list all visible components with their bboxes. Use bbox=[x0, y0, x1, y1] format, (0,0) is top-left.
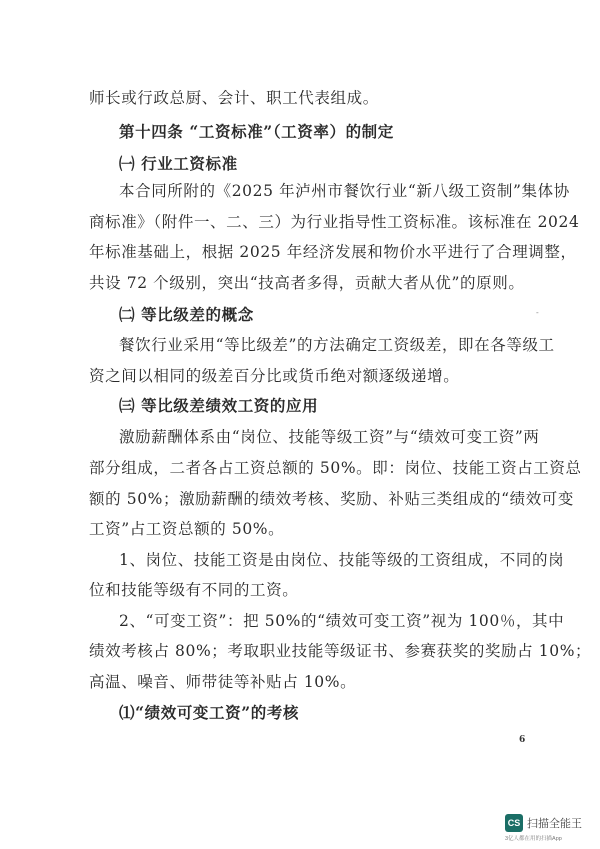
text-line: 高温、噪音、师带徒等补贴占 10%。 bbox=[89, 673, 357, 691]
text-line: 部分组成，二者各占工资总额的 50%。即：岗位、技能工资占工资总 bbox=[89, 459, 582, 477]
subsection-heading: ⑴“绩效可变工资”的考核 bbox=[119, 703, 300, 722]
text-line: 额的 50%；激励薪酬的绩效考核、奖励、补贴三类组成的“绩效可变 bbox=[89, 490, 575, 508]
text-line: 年标准基础上，根据 2025 年经济发展和物价水平进行了合理调整， bbox=[89, 243, 577, 261]
watermark-tagline: 3亿人都在用的扫描App bbox=[505, 836, 562, 842]
page-number: 6 bbox=[519, 735, 526, 745]
watermark-brand: 扫描全能王 bbox=[527, 818, 582, 830]
text-line: 餐饮行业采用“等比级差”的方法确定工资级差，即在各等级工 bbox=[119, 336, 555, 354]
scanner-watermark bbox=[505, 812, 597, 844]
scan-mark: - bbox=[536, 308, 539, 317]
article-heading: 第十四条 “工资标准”（工资率）的制定 bbox=[119, 122, 394, 141]
text-line: 绩效考核占 80%；考取职业技能等级证书、参赛获奖的奖励占 10%； bbox=[89, 642, 592, 660]
text-line: 工资”占工资总额的 50%。 bbox=[89, 520, 285, 538]
text-line: 商标准》（附件一、二、三）为行业指导性工资标准。该标准在 2024 bbox=[89, 213, 580, 231]
text-line: 1、岗位、技能工资是由岗位、技能等级的工资组成，不同的岗 bbox=[119, 551, 565, 569]
text-line: 本合同所附的《2025 年泸州市餐饮行业“新八级工资制”集体协 bbox=[119, 182, 570, 200]
text-line: 共设 72 个级别，突出“技高者多得，贡献大者从优”的原则。 bbox=[89, 274, 525, 292]
camscanner-logo-icon: CS bbox=[505, 814, 523, 832]
text-line: 资之间以相同的级差百分比或货币绝对额逐级递增。 bbox=[89, 367, 460, 385]
section-heading: ㈡ 等比级差的概念 bbox=[119, 305, 254, 324]
section-heading: ㈢ 等比级差绩效工资的应用 bbox=[119, 396, 319, 415]
text-line: 激励薪酬体系由“岗位、技能等级工资”与“绩效可变工资”两 bbox=[119, 428, 540, 446]
text-line: 师长或行政总厨、会计、职工代表组成。 bbox=[89, 89, 379, 107]
text-line: 2、“可变工资”：把 50%的“绩效可变工资”视为 100％，其中 bbox=[119, 612, 565, 630]
section-heading: ㈠ 行业工资标准 bbox=[119, 154, 238, 173]
text-line: 位和技能等级有不同的工资。 bbox=[89, 581, 299, 599]
